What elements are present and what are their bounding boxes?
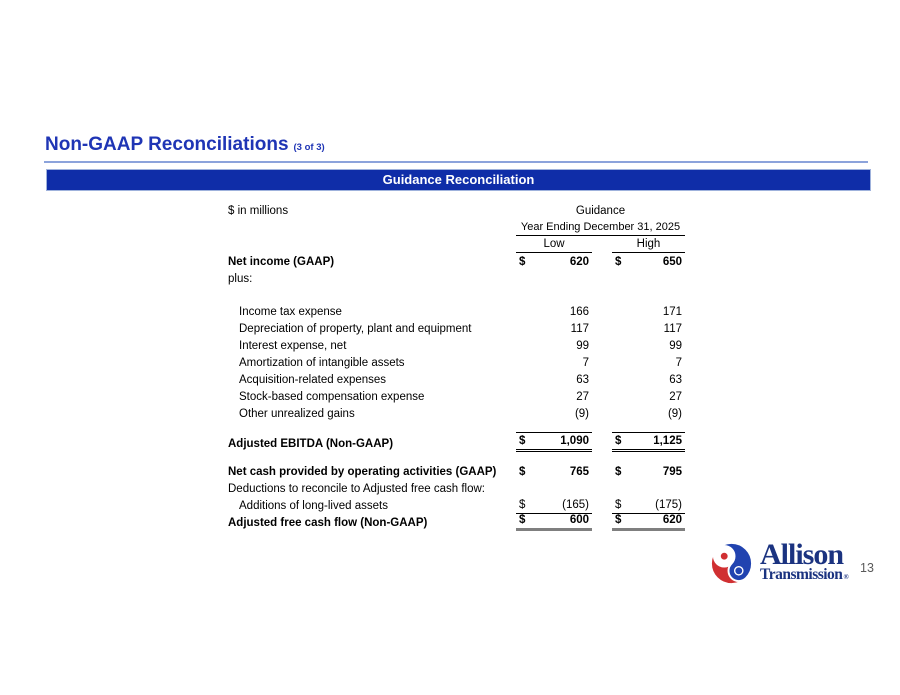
page-title-text: Non-GAAP Reconciliations (45, 134, 289, 155)
value-cell-high (612, 338, 685, 354)
table-header-row-3 (228, 236, 688, 253)
row-label: Adjusted free cash flow (Non-GAAP) (228, 517, 428, 529)
value-low: 7 (582, 357, 589, 369)
registered-mark: ® (843, 573, 849, 581)
table-row (228, 253, 688, 270)
value-high: 27 (669, 391, 682, 403)
row-label: Other unrealized gains (239, 408, 355, 420)
value-cell-high (612, 481, 685, 497)
value-cell-high (612, 372, 685, 388)
value-high: 795 (662, 466, 682, 478)
allison-logo-swirl-icon (708, 540, 755, 587)
row-label: Income tax expense (239, 306, 342, 318)
logo-brand-subname (760, 567, 848, 585)
table-row (228, 337, 688, 354)
value-cell-high (612, 254, 685, 270)
currency-symbol: $ (519, 256, 526, 268)
logo-brand-subname-text: Transmission (760, 566, 843, 583)
currency-symbol: $ (615, 499, 622, 511)
value-high: 99 (669, 340, 682, 352)
row-label: Net income (GAAP) (228, 256, 335, 268)
logo-brand-name: Allison (760, 538, 844, 571)
currency-symbol: $ (519, 514, 526, 526)
row-label: Acquisition-related expenses (239, 374, 387, 386)
row-label: plus: (228, 273, 253, 285)
row-label: Interest expense, net (239, 340, 347, 352)
value-low: 765 (569, 466, 589, 478)
value-low: 166 (569, 306, 589, 318)
value-high: 650 (662, 256, 682, 268)
value-high: 7 (675, 357, 682, 369)
table-row (228, 514, 688, 531)
value-low: 27 (576, 391, 589, 403)
currency-symbol: $ (615, 514, 622, 526)
value-cell-low (516, 254, 592, 270)
table-row (228, 388, 688, 405)
table-row (228, 480, 688, 497)
row-label: Stock-based compensation expense (239, 391, 425, 403)
value-cell-high (612, 406, 685, 422)
value-high: (175) (655, 499, 682, 511)
table-row (228, 405, 688, 422)
value-high: 620 (662, 514, 682, 526)
currency-symbol: $ (519, 466, 526, 478)
value-cell-low (516, 271, 592, 287)
value-cell-high (612, 432, 685, 452)
row-label: Adjusted EBITDA (Non-GAAP) (228, 438, 394, 450)
value-low: 620 (569, 256, 589, 268)
row-label: Additions of long-lived assets (239, 500, 388, 512)
value-high: 1,125 (653, 435, 682, 447)
units-note: $ in millions (228, 205, 289, 217)
table-row (228, 371, 688, 388)
value-low: 117 (570, 323, 589, 335)
table-row (228, 303, 688, 320)
value-cell-high (612, 271, 685, 287)
table-row (228, 452, 688, 463)
table-row (228, 287, 688, 303)
allison-transmission-logo (708, 540, 848, 587)
value-cell-low (516, 406, 592, 422)
section-banner: Guidance Reconciliation (46, 169, 871, 191)
currency-symbol: $ (615, 435, 622, 447)
value-cell-low (516, 389, 592, 405)
currency-symbol: $ (615, 466, 622, 478)
value-low: 1,090 (560, 435, 589, 447)
row-label: Net cash provided by operating activities (GAAP) (228, 466, 497, 478)
row-label: Amortization of intangible assets (239, 357, 405, 369)
column-header-low: Low (516, 237, 592, 253)
currency-symbol: $ (519, 435, 526, 447)
value-low: 600 (569, 514, 589, 526)
value-cell-low (516, 432, 592, 452)
value-cell-low (516, 355, 592, 371)
value-low: 63 (576, 374, 589, 386)
guidance-group-header: Guidance (575, 205, 626, 217)
value-cell-low (516, 338, 592, 354)
value-cell-low (516, 372, 592, 388)
value-cell-high (612, 464, 685, 480)
period-header: Year Ending December 31, 2025 (516, 220, 685, 236)
value-cell-low (516, 481, 592, 497)
table-header-row-1 (228, 202, 688, 219)
table-row (228, 463, 688, 480)
value-cell-low (516, 321, 592, 337)
value-low: 99 (576, 340, 589, 352)
page-number: 13 (860, 561, 874, 575)
value-cell-high (612, 321, 685, 337)
row-label: Deductions to reconcile to Adjusted free cash flow: (228, 483, 485, 495)
value-cell-low (516, 512, 592, 531)
value-cell-low (516, 464, 592, 480)
table-row (228, 422, 688, 431)
column-header-high: High (612, 237, 685, 253)
value-cell-high (612, 355, 685, 371)
table-row (228, 431, 688, 452)
value-high: (9) (667, 408, 682, 420)
table-row (228, 320, 688, 337)
guidance-table (228, 202, 688, 531)
value-high: 171 (662, 306, 682, 318)
value-cell-low (516, 304, 592, 320)
table-row (228, 270, 688, 287)
table-header-row-2 (228, 219, 688, 236)
page-title-suffix: (3 of 3) (293, 142, 325, 153)
logo-wordmark (760, 538, 849, 585)
value-low: (9) (574, 408, 589, 420)
value-low: (165) (562, 499, 589, 511)
value-cell-high (612, 304, 685, 320)
value-cell-high (612, 512, 685, 531)
page-title (45, 134, 325, 156)
value-high: 117 (663, 323, 682, 335)
row-label: Depreciation of property, plant and equipment (239, 323, 472, 335)
currency-symbol: $ (519, 499, 526, 511)
currency-symbol: $ (615, 256, 622, 268)
table-rows (228, 253, 688, 531)
value-high: 63 (669, 374, 682, 386)
value-cell-high (612, 389, 685, 405)
title-divider (44, 161, 868, 163)
table-row (228, 354, 688, 371)
